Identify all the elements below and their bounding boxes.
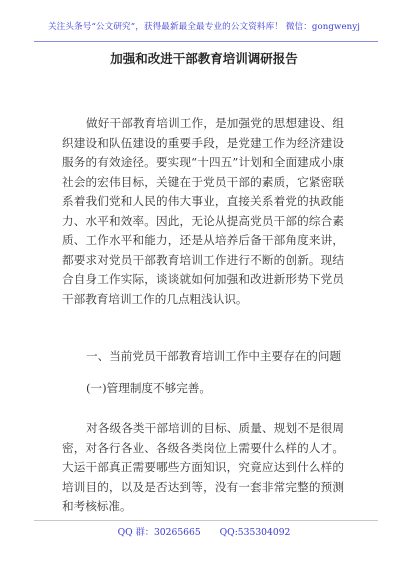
sub-heading: (一)管理制度不够完善。 [86,381,211,395]
intro-paragraph: 做好干部教育培训工作，是加强党的思想建设、组织建设和队伍建设的重要手段，是党建工作为经济建设服务的有效途径。要实现“十四五”计划和全面建成小康社会的宏伟目标，关键在于党员干部的素质，它紧密联系着我们党和人民的伟大事业，直接关系着党的执政能力、水平和效率。因此，无论从提高党员干部的综合素质、工作水平和能力，还是从培养后备干部角度来讲，都要求对党员干部教育培训工作进行不断的创新。现结合自身工作实际，谈谈就如何加强和改进新形势下党员干部教育培训工作的几点粗浅认识。 [62,116,344,306]
body-paragraph: 对各级各类干部培训的目标、质量、规划不是很周密，对各行各业、各级各类岗位上需要什么样的人才。大运干部真正需要哪些方面知识，究竟应达到什么样的培训目的，以及是否达到等，没有一套非常完整的预测和考核标准。 [62,421,344,513]
header-divider [34,41,378,42]
footer-qq-group: QQ 群：30265665 [117,527,201,538]
header-banner: 关注头条号“公文研究”，获得最新最全最专业的公文资料库！ 微信：gongwenyj [47,22,361,32]
footer-qq: QQ:535304092 [219,527,291,538]
document-title: 加强和改进干部教育培训调研报告 [110,51,298,66]
footer [0,527,408,539]
footer-divider [34,520,378,521]
section-heading: 一、当前党员干部教育培训工作中主要存在的问题 [86,349,342,363]
